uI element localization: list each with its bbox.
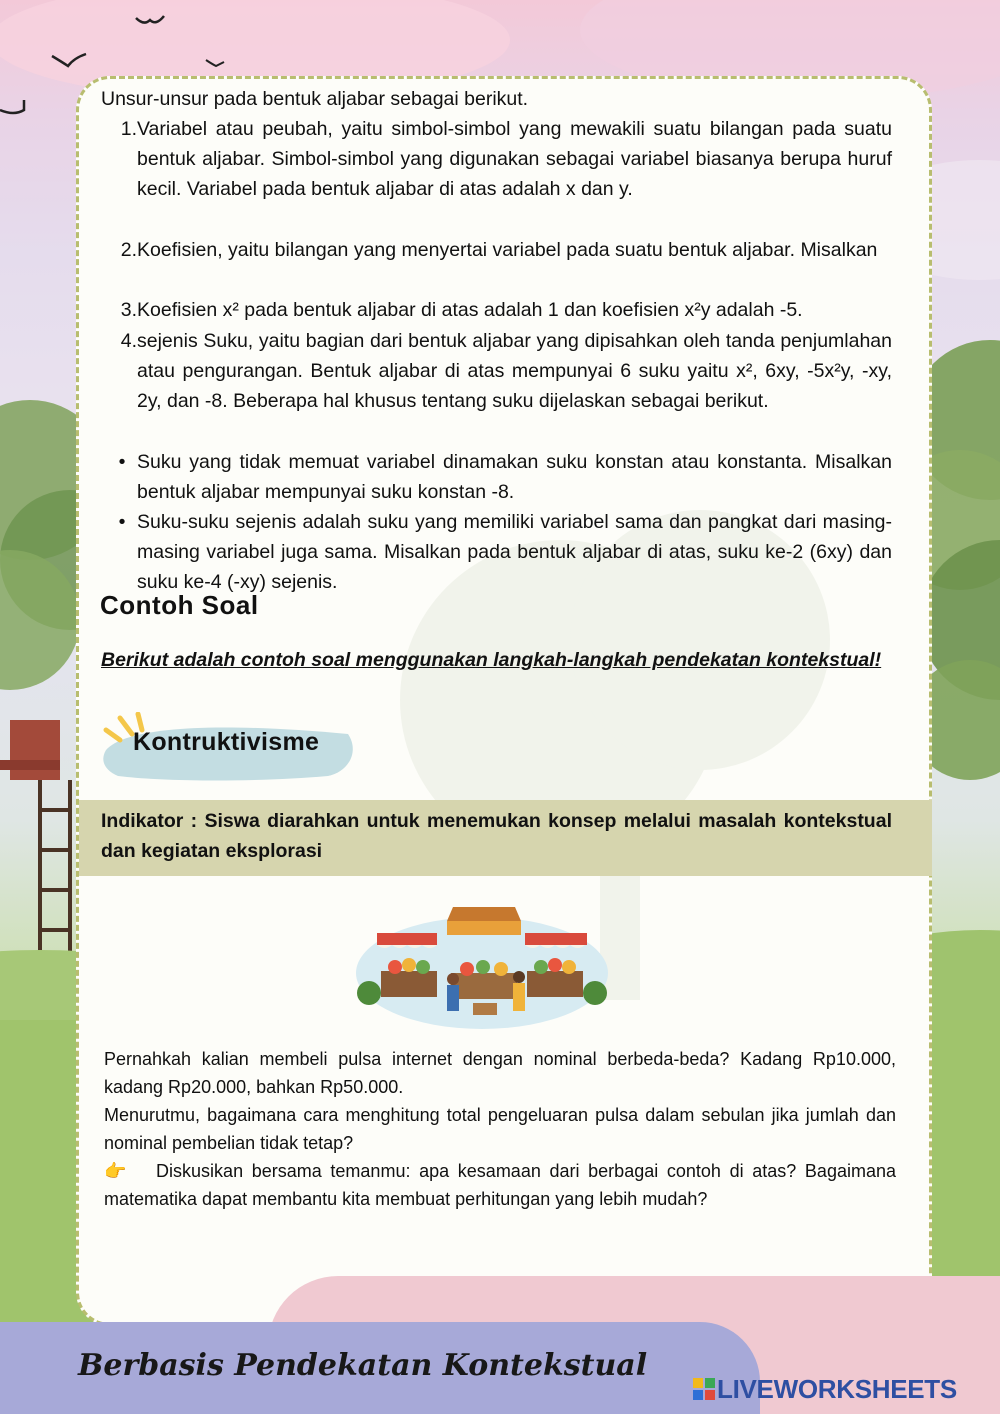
list-item-text: sejenis Suku, yaitu bagian dari bentuk aljabar yang dipisahkan oleh tanda penjumlahan atau pengurangan. Bentuk aljabar di atas mempunyai 6 suku yaitu x², 6xy, -5x²y, -xy, 2y, dan -8. Beberapa hal khusus tentang suku dijelaskan sebagai berikut.	[137, 330, 892, 413]
bullet-item	[115, 507, 892, 598]
footer-title: Berbasis Pendekatan Kontekstual	[78, 1348, 648, 1383]
list-number: 2.	[120, 239, 137, 261]
section-label: Kontruktivisme	[133, 728, 320, 756]
story-paragraph-3-text: Diskusikan bersama temanmu: apa kesamaan dari berbagai contoh di atas? Bagaimana matematika dapat membantu kita membuat perhitungan yang lebih mudah?	[104, 1161, 896, 1209]
bullet-mark: •	[118, 511, 126, 533]
bullet-mark: •	[118, 451, 126, 473]
list-item	[115, 295, 892, 325]
list-number: 1.	[120, 118, 137, 140]
liveworksheets-brand[interactable]	[693, 1374, 957, 1404]
story-paragraph-1: Pernahkah kalian membeli pulsa internet dengan nominal berbeda-beda? Kadang Rp10.000, kadang Rp20.000, bahkan Rp50.000.	[104, 1049, 896, 1097]
list-item	[115, 326, 892, 417]
story-paragraph-2: Menurutmu, bagaimana cara menghitung total pengeluaran pulsa dalam sebulan jika jumlah dan nominal pembelian tidak tetap?	[104, 1105, 896, 1153]
contoh-soal-title: Contoh Soal	[100, 590, 259, 620]
intro-text: Unsur-unsur pada bentuk aljabar sebagai berikut.	[101, 88, 529, 110]
contoh-soal-subtitle: Berikut adalah contoh soal menggunakan langkah-langkah pendekatan kontekstual!	[101, 649, 882, 671]
pointing-hand-icon: 👉	[104, 1161, 131, 1181]
market-illustration	[355, 893, 609, 1029]
bullet-item	[115, 447, 892, 507]
indikator-text: Indikator : Siswa diarahkan untuk menemukan konsep melalui masalah kontekstual dan kegiatan eksplorasi	[101, 810, 892, 862]
list-number: 3.	[120, 299, 137, 321]
bullet-item-text: Suku yang tidak memuat variabel dinamakan suku konstan atau konstanta. Misalkan bentuk aljabar mempunyai suku konstan -8.	[137, 451, 892, 504]
list-item	[115, 235, 892, 265]
list-item-text: Koefisien x² pada bentuk aljabar di atas adalah 1 dan koefisien x²y adalah -5.	[137, 299, 803, 321]
liveworksheets-logo-icon	[693, 1378, 715, 1400]
story-paragraph-3	[104, 1158, 896, 1214]
brand-name: LIVEWORKSHEETS	[717, 1373, 957, 1404]
bullet-item-text: Suku-suku sejenis adalah suku yang memiliki variabel sama dan pangkat dari masing-masing variabel juga sama. Misalkan pada bentuk aljabar di atas, suku ke-2 (6xy) dan suku ke-4 (-xy) sejenis.	[137, 511, 892, 594]
list-item-text: Koefisien, yaitu bilangan yang menyertai variabel pada suatu bentuk aljabar. Misalkan	[137, 239, 878, 261]
list-item-text: Variabel atau peubah, yaitu simbol-simbol yang mewakili suatu bilangan pada suatu bentuk aljabar. Simbol-simbol yang digunakan sebagai variabel biasanya berupa huruf kecil. Variabel pada bentuk aljabar di atas adalah x dan y.	[137, 118, 892, 201]
list-number: 4.	[120, 330, 137, 352]
list-item	[115, 114, 892, 205]
